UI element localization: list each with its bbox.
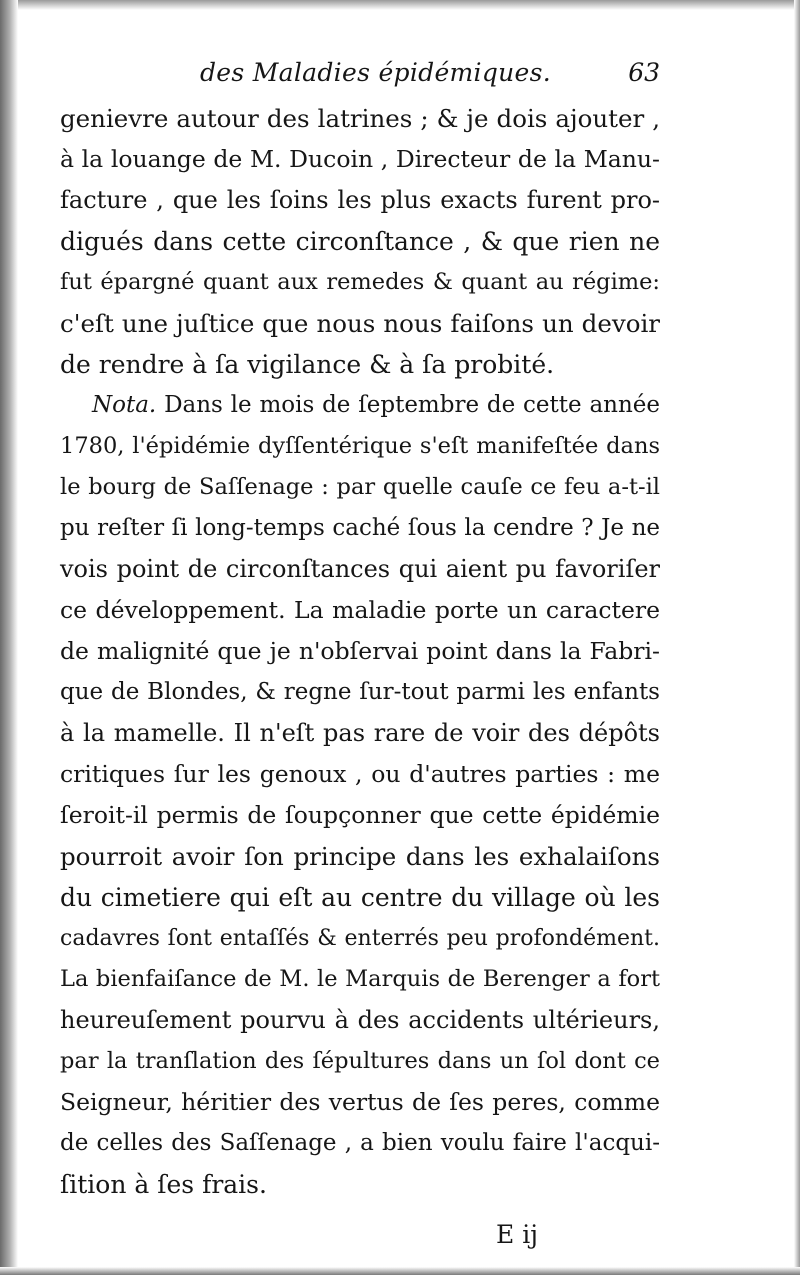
text-line: à la louange de M. Ducoin , Directeur de la Manu- <box>60 145 660 173</box>
text-line-first <box>60 385 660 426</box>
text-line: digués dans cette circonſtance , & que rien ne <box>60 227 660 256</box>
text-line: facture , que les ſoins les plus exacts furent pro- <box>60 186 660 214</box>
text-line: de malignité que je n'obſervai point dans la Fabri- <box>60 637 660 665</box>
text-line: critiques ſur les genoux , ou d'autres parties : me <box>60 760 660 788</box>
text-line: par la tranſlation des ſépultures dans un ſol dont ce <box>60 1048 660 1074</box>
text-line: ſition à ſes frais. <box>60 1170 267 1199</box>
page-number: 63 <box>628 58 660 87</box>
text-line: c'eſt une juſtice que nous nous faiſons un devoir <box>60 309 660 338</box>
text-line: 1780, l'épidémie dyſſentérique s'eſt manifeſtée dans <box>60 433 660 459</box>
body-text <box>60 98 660 1205</box>
text-line: pourroit avoir ſon principe dans les exhalaiſons <box>60 842 660 871</box>
text-line-content: Dans le mois de ſeptembre de cette année <box>164 392 661 418</box>
text-line: Seigneur, héritier des vertus de ſes peres, comme <box>60 1088 660 1116</box>
text-line: vois point de circonſtances qui aient pu favoriſer <box>60 555 660 583</box>
paragraph-2 <box>60 385 660 1205</box>
text-line: de celles des Saſſenage , a bien voulu faire l'acqui- <box>60 1130 660 1156</box>
signature-mark: E ij <box>496 1220 538 1249</box>
running-head <box>60 58 660 94</box>
page-bottom-shadow <box>0 1267 800 1275</box>
text-line: cadavres ſont entaſſés & enterrés peu profondément. <box>60 926 660 951</box>
text-line: La bienfaiſance de M. le Marquis de Berenger a fort <box>60 966 660 992</box>
paragraph-1 <box>60 98 660 385</box>
text-line: heureuſement pourvu à des accidents ultérieurs, <box>60 1006 660 1034</box>
text-line: ſeroit-il permis de ſoupçonner que cette épidémie <box>60 801 660 829</box>
text-line: à la mamelle. Il n'eſt pas rare de voir des dépôts <box>60 719 660 747</box>
text-line: ce développement. La maladie porte un caractere <box>60 596 660 624</box>
running-head-title: des Maladies épidémiques. <box>200 58 552 87</box>
page-gutter-shadow <box>0 0 18 1275</box>
nota-label: Nota. <box>92 392 157 418</box>
page-right-shadow <box>794 0 800 1275</box>
text-line: de rendre à ſa vigilance & à ſa probité. <box>60 350 555 379</box>
text-line: fut épargné quant aux remedes & quant au régime: <box>60 269 660 295</box>
text-line: que de Blondes, & regne ſur-tout parmi les enfants <box>60 679 660 705</box>
text-line: le bourg de Saſſenage : par quelle cauſe ce feu a-t-il <box>60 474 660 500</box>
text-line: genievre autour des latrines ; & je dois ajouter , <box>60 104 660 133</box>
page-top-shadow <box>0 0 800 10</box>
text-line: pu reſter ſi long-temps caché ſous la cendre ? Je ne <box>60 515 660 541</box>
text-line: du cimetiere qui eſt au centre du village où les <box>60 883 660 912</box>
